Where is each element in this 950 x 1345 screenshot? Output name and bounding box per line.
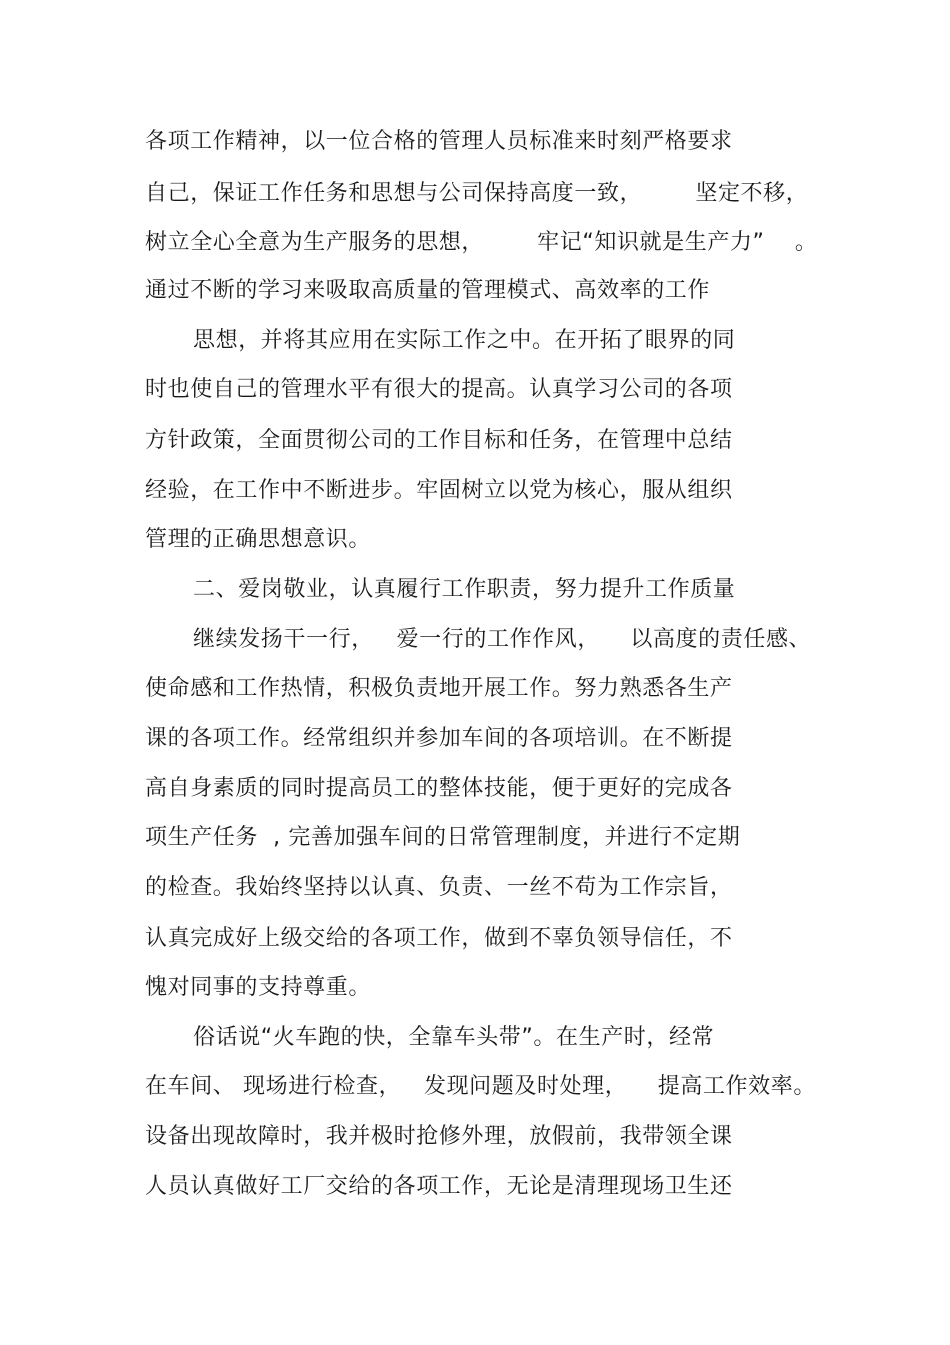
text-line-1: 各项工作精神，以一位合格的管理人员标准来时刻严格要求	[145, 129, 733, 154]
text-line-8: 经验，在工作中不断进步。牢固树立以党为核心，服从组织	[145, 478, 733, 503]
text-line-21: 设备出现故障时，我并极时抢修外理，放假前，我带领全课	[145, 1124, 733, 1149]
text-line-9: 管理的正确思想意识。	[145, 527, 372, 552]
text-line-2: 自己，保证工作任务和思想与公司保持高度一致， 坚定不移，	[145, 181, 809, 206]
text-line-11: 继续发扬干一行， 爱一行的工作作风， 以高度的责任感、	[193, 627, 812, 652]
text-line-3: 树立全心全意为生产服务的思想， 牢记“知识就是生产力” 。	[145, 230, 818, 255]
text-line-5: 思想，并将其应用在实际工作之中。在开拓了眼界的同	[193, 328, 736, 353]
section-heading: 二、爱岗敬业，认真履行工作职责，努力提升工作质量	[193, 577, 736, 602]
text-line-16: 的检查。我始终坚持以认真、负责、一丝不苟为工作宗旨，	[145, 875, 733, 900]
text-line-4: 通过不断的学习来吸取高质量的管理模式、高效率的工作	[145, 278, 711, 303]
text-line-7: 方针政策，全面贯彻公司的工作目标和任务，在管理中总结	[145, 428, 733, 453]
text-line-13: 课的各项工作。经常组织并参加车间的各项培训。在不断提	[145, 726, 733, 751]
text-line-18: 愧对同事的支持尊重。	[145, 975, 372, 1000]
text-line-22: 人员认真做好工厂交给的各项工作，无论是清理现场卫生还	[145, 1174, 733, 1199]
text-line-6: 时也使自己的管理水平有很大的提高。认真学习公司的各项	[145, 377, 733, 402]
text-line-12: 使命感和工作热情，积极负责地开展工作。努力熟悉各生产	[145, 676, 733, 701]
text-line-20: 在车间、 现场进行检查， 发现问题及时处理， 提高工作效率。	[145, 1074, 816, 1099]
text-line-14: 高自身素质的同时提高员工的整体技能，便于更好的完成各	[145, 776, 733, 801]
text-line-17: 认真完成好上级交给的各项工作，做到不辜负领导信任，不	[145, 926, 733, 951]
text-line-19: 俗话说“火车跑的快，全靠车头带”。在生产时，经常	[193, 1025, 715, 1050]
text-line-15: 项生产任务 , 完善加强车间的日常管理制度，并进行不定期	[145, 825, 741, 850]
